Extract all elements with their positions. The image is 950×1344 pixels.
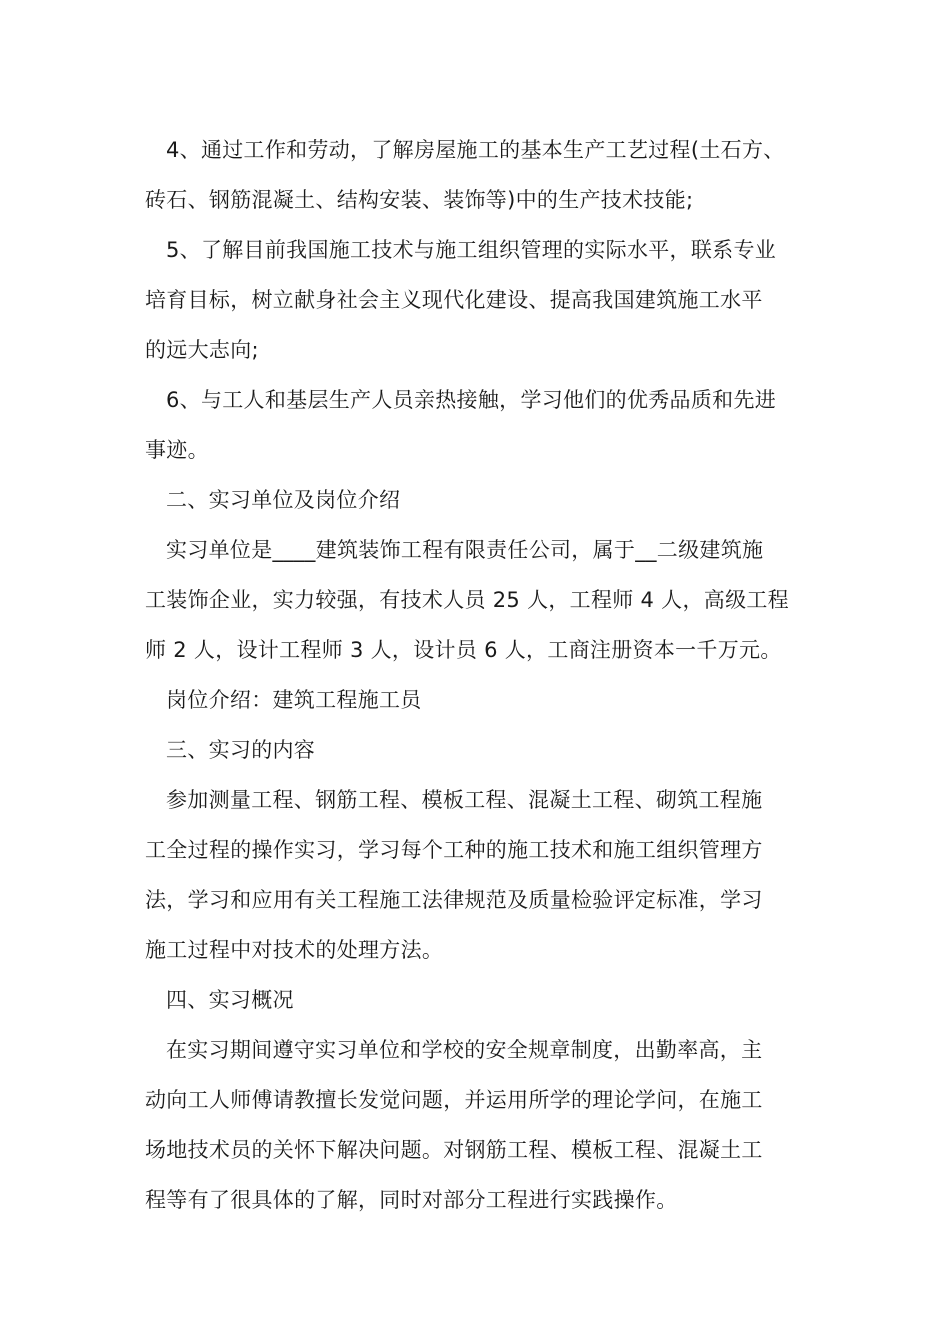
text-line: 工装饰企业，实力较强，有技术人员 25 人，工程师 4 人，高级工程 bbox=[145, 588, 789, 612]
text-line: 参加测量工程、钢筋工程、模板工程、混凝土工程、砌筑工程施 bbox=[166, 788, 763, 812]
text-line: 施工过程中对技术的处理方法。 bbox=[145, 938, 444, 962]
text-line: 4、通过工作和劳动，了解房屋施工的基本生产工艺过程(土石方、 bbox=[166, 138, 785, 162]
text-line: 实习单位是____建筑装饰工程有限责任公司，属于__二级建筑施 bbox=[166, 538, 764, 562]
text-line: 岗位介绍：建筑工程施工员 bbox=[166, 688, 422, 712]
text-line: 6、与工人和基层生产人员亲热接触，学习他们的优秀品质和先进 bbox=[166, 388, 777, 412]
text-line: 法，学习和应用有关工程施工法律规范及质量检验评定标准，学习 bbox=[145, 888, 763, 912]
text-line: 工全过程的操作实习，学习每个工种的施工技术和施工组织管理方 bbox=[145, 838, 763, 862]
section-heading: 四、实习概况 bbox=[166, 988, 294, 1012]
section-heading: 二、实习单位及岗位介绍 bbox=[166, 488, 401, 512]
section-heading: 三、实习的内容 bbox=[166, 738, 316, 762]
text-line: 动向工人师傅请教擅长发觉问题，并运用所学的理论学问，在施工 bbox=[145, 1088, 763, 1112]
text-line: 5、了解目前我国施工技术与施工组织管理的实际水平，联系专业 bbox=[166, 238, 777, 262]
text-line: 事迹。 bbox=[145, 438, 209, 462]
text-line: 场地技术员的关怀下解决问题。对钢筋工程、模板工程、混凝土工 bbox=[145, 1138, 763, 1162]
text-line: 砖石、钢筋混凝土、结构安装、装饰等)中的生产技术技能; bbox=[145, 188, 694, 212]
text-line: 在实习期间遵守实习单位和学校的安全规章制度，出勤率高，主 bbox=[166, 1038, 763, 1062]
text-line: 培育目标，树立献身社会主义现代化建设、提高我国建筑施工水平 bbox=[145, 288, 763, 312]
text-line: 程等有了很具体的了解，同时对部分工程进行实践操作。 bbox=[145, 1188, 678, 1212]
text-line: 的远大志向; bbox=[145, 338, 259, 362]
text-line: 师 2 人，设计工程师 3 人，设计员 6 人，工商注册资本一千万元。 bbox=[145, 638, 782, 662]
